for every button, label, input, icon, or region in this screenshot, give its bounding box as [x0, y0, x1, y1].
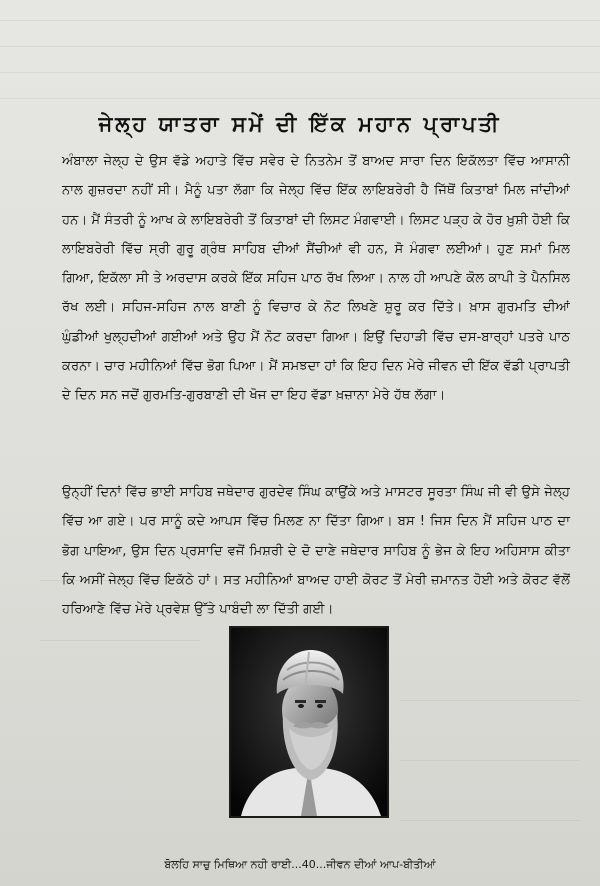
body-paragraph-1: ਅੰਬਾਲਾ ਜੇਲ੍ਹ ਦੇ ਉਸ ਵੱਡੇ ਅਹਾਤੇ ਵਿੱਚ ਸਵੇਰ ਦੇ ਨਿਤਨੇਮ ਤੋਂ ਬਾਅਦ ਸਾਰਾ ਦਿਨ ਇਕੱਲਤਾ ਵਿੱਚ ਆਸਾਨੀ ਨਾਲ ਗੁਜ਼ਰਦਾ ਨਹੀਂ ਸੀ। ਮੈਨੂੰ ਪਤਾ ਲੱਗਾ ਕਿ ਜੇਲ੍ਹ ਵਿੱਚ ਇੱਕ ਲਾਇਬਰੇਰੀ ਹੈ ਜਿੱਥੋਂ ਕਿਤਾਬਾਂ ਮਿਲ ਜਾਂਦੀਆਂ ਹਨ। ਮੈਂ ਸੰਤਰੀ ਨੂੰ ਆਖ ਕੇ ਲਾਇਬਰੇਰੀ ਤੋਂ ਕਿਤਾਬਾਂ ਦੀ ਲਿਸਟ ਮੰਗਵਾਈ। ਲਿਸਟ ਪੜ੍ਹ ਕੇ ਹੋਰ ਖ਼ੁਸ਼ੀ ਹੋਈ ਕਿ ਲਾਇਬਰੇਰੀ ਵਿੱਚ ਸ੍ਰੀ ਗੁਰੂ ਗ੍ਰੰਥ ਸਾਹਿਬ ਦੀਆਂ ਸੈਂਚੀਆਂ ਵੀ ਹਨ, ਸੋ ਮੰਗਵਾ ਲਈਆਂ। ਹੁਣ ਸਮਾਂ ਮਿਲ ਗਿਆ, ਇਕੱਲਾ ਸੀ ਤੇ ਅਰਦਾਸ ਕਰਕੇ ਇੱਕ ਸਹਿਜ ਪਾਠ ਰੱਖ ਲਿਆ। ਨਾਲ ਹੀ ਆਪਣੇ ਕੋਲ ਕਾਪੀ ਤੇ ਪੈਨਸਿਲ ਰੱਖ ਲਈ। ਸਹਿਜ-ਸਹਿਜ ਨਾਲ ਬਾਣੀ ਨੂੰ ਵਿਚਾਰ ਕੇ ਨੋਟ ਲਿਖਣੇ ਸ਼ੁਰੂ ਕਰ ਦਿੱਤੇ। ਖ਼ਾਸ ਗੁਰਮਤਿ ਦੀਆਂ ਘੁੰਡੀਆਂ ਖੁਲ੍ਹਦੀਆਂ ਗਈਆਂ ਅਤੇ ਉਹ ਮੈਂ ਨੋਟ ਕਰਦਾ ਗਿਆ। ਇਉਂ ਦਿਹਾੜੀ ਵਿੱਚ ਦਸ-ਬਾਰ੍ਹਾਂ ਪਤਰੇ ਪਾਠ ਕਰਨਾ। ਚਾਰ ਮਹੀਨਿਆਂ ਵਿੱਚ ਭੋਗ ਪਿਆ। ਮੈਂ ਸਮਝਦਾ ਹਾਂ ਕਿ ਇਹ ਦਿਨ ਮੇਰੇ ਜੀਵਨ ਦੀ ਇੱਕ ਵੱਡੀ ਪ੍ਰਾਪਤੀ ਦੇ ਦਿਨ ਸਨ ਜਦੋਂ ਗੁਰਮਤਿ-ਗੁਰਬਾਣੀ ਦੀ ਖੋਜ ਦਾ ਇਹ ਵੱਡਾ ਖ਼ਜ਼ਾਨਾ ਮੇਰੇ ਹੱਥ ਲੱਗਾ।	[62, 154, 570, 404]
page-title: ਜੇਲ੍ਹ ਯਾਤਰਾ ਸਮੇਂ ਦੀ ਇੱਕ ਮਹਾਨ ਪ੍ਰਾਪਤੀ	[98, 112, 502, 136]
bleed-through-line	[0, 20, 600, 21]
bleed-through-line	[40, 640, 200, 641]
bleed-through-line	[400, 760, 580, 761]
body-paragraph-2: ਉਨ੍ਹੀਂ ਦਿਨਾਂ ਵਿੱਚ ਭਾਈ ਸਾਹਿਬ ਜਥੇਦਾਰ ਗੁਰਦੇਵ ਸਿੰਘ ਕਾਉਂਕੇ ਅਤੇ ਮਾਸਟਰ ਸੂਰਤਾ ਸਿੰਘ ਜੀ ਵੀ ਉਸੇ ਜੇਲ੍ਹ ਵਿੱਚ ਆ ਗਏ। ਪਰ ਸਾਨੂੰ ਕਦੇ ਆਪਸ ਵਿੱਚ ਮਿਲਣ ਨਾ ਦਿੱਤਾ ਗਿਆ। ਬਸ ! ਜਿਸ ਦਿਨ ਮੈਂ ਸਹਿਜ ਪਾਠ ਦਾ ਭੋਗ ਪਾਇਆ, ਉਸ ਦਿਨ ਪ੍ਰਸਾਦਿ ਵਜੋਂ ਮਿਸ਼ਰੀ ਦੇ ਦੋ ਦਾਣੇ ਜਥੇਦਾਰ ਸਾਹਿਬ ਨੂੰ ਭੇਜ ਕੇ ਇਹ ਅਹਿਸਾਸ ਕੀਤਾ ਕਿ ਅਸੀਂ ਜੇਲ੍ਹ ਵਿੱਚ ਇਕੱਠੇ ਹਾਂ। ਸਤ ਮਹੀਨਿਆਂ ਬਾਅਦ ਹਾਈ ਕੋਰਟ ਤੋਂ ਮੇਰੀ ਜ਼ਮਾਨਤ ਹੋਈ ਅਤੇ ਕੋਰਟ ਵੱਲੋਂ ਹਰਿਆਣੇ ਵਿੱਚ ਮੇਰੇ ਪ੍ਰਵੇਸ਼ ਉੱਤੇ ਪਾਬੰਦੀ ਲਾ ਦਿੱਤੀ ਗਈ।	[62, 485, 570, 618]
page-footer: ਬੋਲਹਿ ਸਾਚੁ ਮਿਥਿਆ ਨਹੀ ਰਾਈ...40...ਜੀਵਨ ਦੀਆਂ ਆਪ-ਬੀਤੀਆਂ	[164, 858, 436, 871]
bleed-through-line	[0, 46, 600, 47]
bleed-through-line	[400, 700, 580, 701]
bleed-through-line	[400, 820, 580, 821]
portrait-photo	[229, 626, 389, 818]
bleed-through-line	[0, 72, 600, 73]
portrait-illustration	[231, 628, 387, 816]
bleed-through-line	[0, 98, 600, 99]
